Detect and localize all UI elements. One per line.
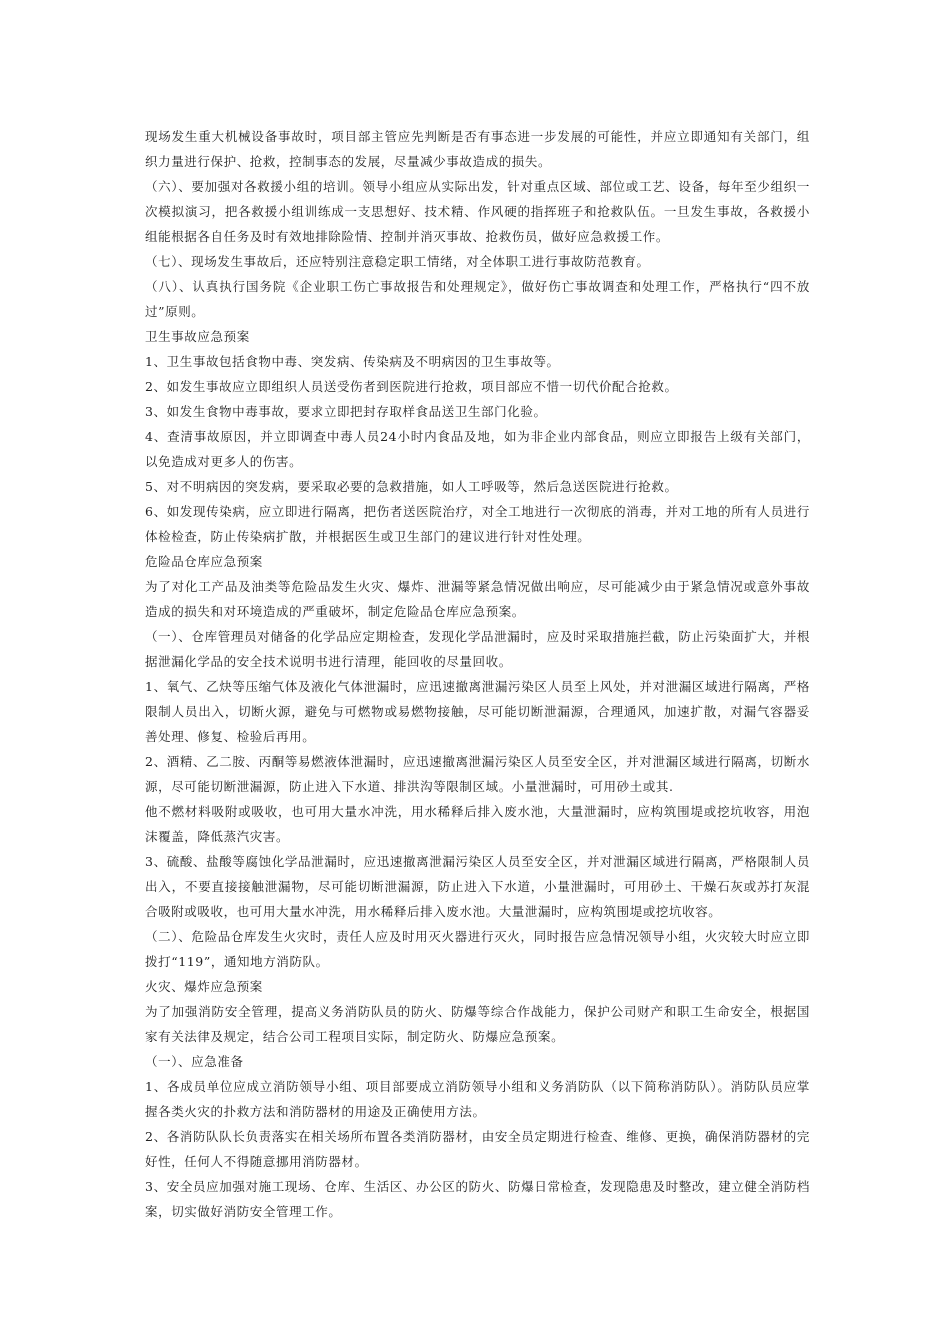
- paragraph: 2、各消防队队长负责落实在相关场所布置各类消防器材，由安全员定期进行检查、维修、更换，确保消防器材的完好性，任何人不得随意挪用消防器材。: [145, 1129, 810, 1169]
- paragraph: 1、各成员单位应成立消防领导小组、项目部要成立消防领导小组和义务消防队（以下简称消防队）。消防队员应掌握各类火灾的扑救方法和消防器材的用途及正确使用方法。: [145, 1079, 810, 1119]
- paragraph: （二）、危险品仓库发生火灾时，责任人应及时用灭火器进行灭火，同时报告应急情况领导小组，火灾较大时应立即拨打“119”，通知地方消防队。: [145, 929, 810, 969]
- paragraph: 1、氧气、乙炔等压缩气体及液化气体泄漏时，应迅速撤离泄漏污染区人员至上风处，并对泄漏区域进行隔离，严格限制人员出入，切断火源，避免与可燃物或易燃物接触，尽可能切断泄漏源，合理通风，加速扩散，对漏气容器妥善处理、修复、检验后再用。: [145, 679, 810, 744]
- paragraph: （六）、要加强对各救援小组的培训。领导小组应从实际出发，针对重点区域、部位或工艺、设备，每年至少组织一次模拟演习，把各救援小组训练成一支思想好、技术精、作风硬的指挥班子和抢救队伍。一旦发生事故，各救援小组能根据各自任务及时有效地排除险情、控制并消灭事故、抢救伤员，做好应急救援工作。: [145, 179, 810, 244]
- paragraph: 他不燃材料吸附或吸收，也可用大量水冲洗，用水稀释后排入废水池，大量泄漏时，应构筑围堤或挖坑收容，用泡沫覆盖，降低蒸汽灾害。: [145, 804, 810, 844]
- paragraph: （一）、仓库管理员对储备的化学品应定期检查，发现化学品泄漏时，应及时采取措施拦截，防止污染面扩大，并根据泄漏化学品的安全技术说明书进行清理，能回收的尽量回收。: [145, 629, 810, 669]
- paragraph: 6、如发现传染病，应立即进行隔离，把伤者送医院治疗，对全工地进行一次彻底的消毒，并对工地的所有人员进行体检检查，防止传染病扩散，并根据医生或卫生部门的建议进行针对性处理。: [145, 504, 810, 544]
- paragraph: 为了加强消防安全管理，提高义务消防队员的防火、防爆等综合作战能力，保护公司财产和职工生命安全，根据国家有关法律及规定，结合公司工程项目实际，制定防火、防爆应急预案。: [145, 1004, 810, 1044]
- paragraph: 5、对不明病因的突发病，要采取必要的急救措施，如人工呼吸等，然后急送医院进行抢救。: [145, 479, 678, 494]
- section-heading-hygiene: 卫生事故应急预案: [145, 329, 250, 344]
- paragraph: 现场发生重大机械设备事故时，项目部主管应先判断是否有事态进一步发展的可能性，并应立即通知有关部门，组织力量进行保护、抢救，控制事态的发展，尽量减少事故造成的损失。: [145, 129, 810, 169]
- paragraph: （七）、现场发生事故后，还应特别注意稳定职工情绪，对全体职工进行事故防范教育。: [145, 254, 650, 269]
- paragraph: 3、硫酸、盐酸等腐蚀化学品泄漏时，应迅速撤离泄漏污染区人员至安全区，并对泄漏区域进行隔离，严格限制人员出入，不要直接接触泄漏物，尽可能切断泄漏源，防止进入下水道，小量泄漏时，可用砂土、干燥石灰或苏打灰混合吸附或吸收，也可用大量水冲洗，用水稀释后排入废水池。大量泄漏时，应构筑围堤或挖坑收容。: [145, 854, 810, 919]
- paragraph: 3、如发生食物中毒事故，要求立即把封存取样食品送卫生部门化验。: [145, 404, 547, 419]
- subsection-heading-preparation: （一）、应急准备: [145, 1054, 244, 1069]
- paragraph: 为了对化工产品及油类等危险品发生火灾、爆炸、泄漏等紧急情况做出响应，尽可能减少由于紧急情况或意外事故造成的损失和对环境造成的严重破坏，制定危险品仓库应急预案。: [145, 579, 810, 619]
- section-heading-fire-explosion: 火灾、爆炸应急预案: [145, 979, 263, 994]
- paragraph: （八）、认真执行国务院《企业职工伤亡事故报告和处理规定》，做好伤亡事故调查和处理工作，严格执行“四不放过”原则。: [145, 279, 810, 319]
- paragraph: 3、安全员应加强对施工现场、仓库、生活区、办公区的防火、防爆日常检查，发现隐患及时整改，建立健全消防档案，切实做好消防安全管理工作。: [145, 1179, 810, 1219]
- document-body: [145, 124, 810, 1224]
- paragraph: 2、如发生事故应立即组织人员送受伤者到医院进行抢救，项目部应不惜一切代价配合抢救。: [145, 379, 678, 394]
- paragraph: 4、查清事故原因，并立即调查中毒人员24小时内食品及地，如为非企业内部食品，则应立即报告上级有关部门，以免造成对更多人的伤害。: [145, 429, 810, 469]
- paragraph: 1、卫生事故包括食物中毒、突发病、传染病及不明病因的卫生事故等。: [145, 354, 560, 369]
- paragraph: 2、酒精、乙二胺、丙酮等易燃液体泄漏时，应迅速撤离泄漏污染区人员至安全区，并对泄漏区域进行隔离，切断水源，尽可能切断泄漏源，防止进入下水道、排洪沟等限制区域。小量泄漏时，可用砂土或其.: [145, 754, 810, 794]
- section-heading-hazardous-warehouse: 危险品仓库应急预案: [145, 554, 263, 569]
